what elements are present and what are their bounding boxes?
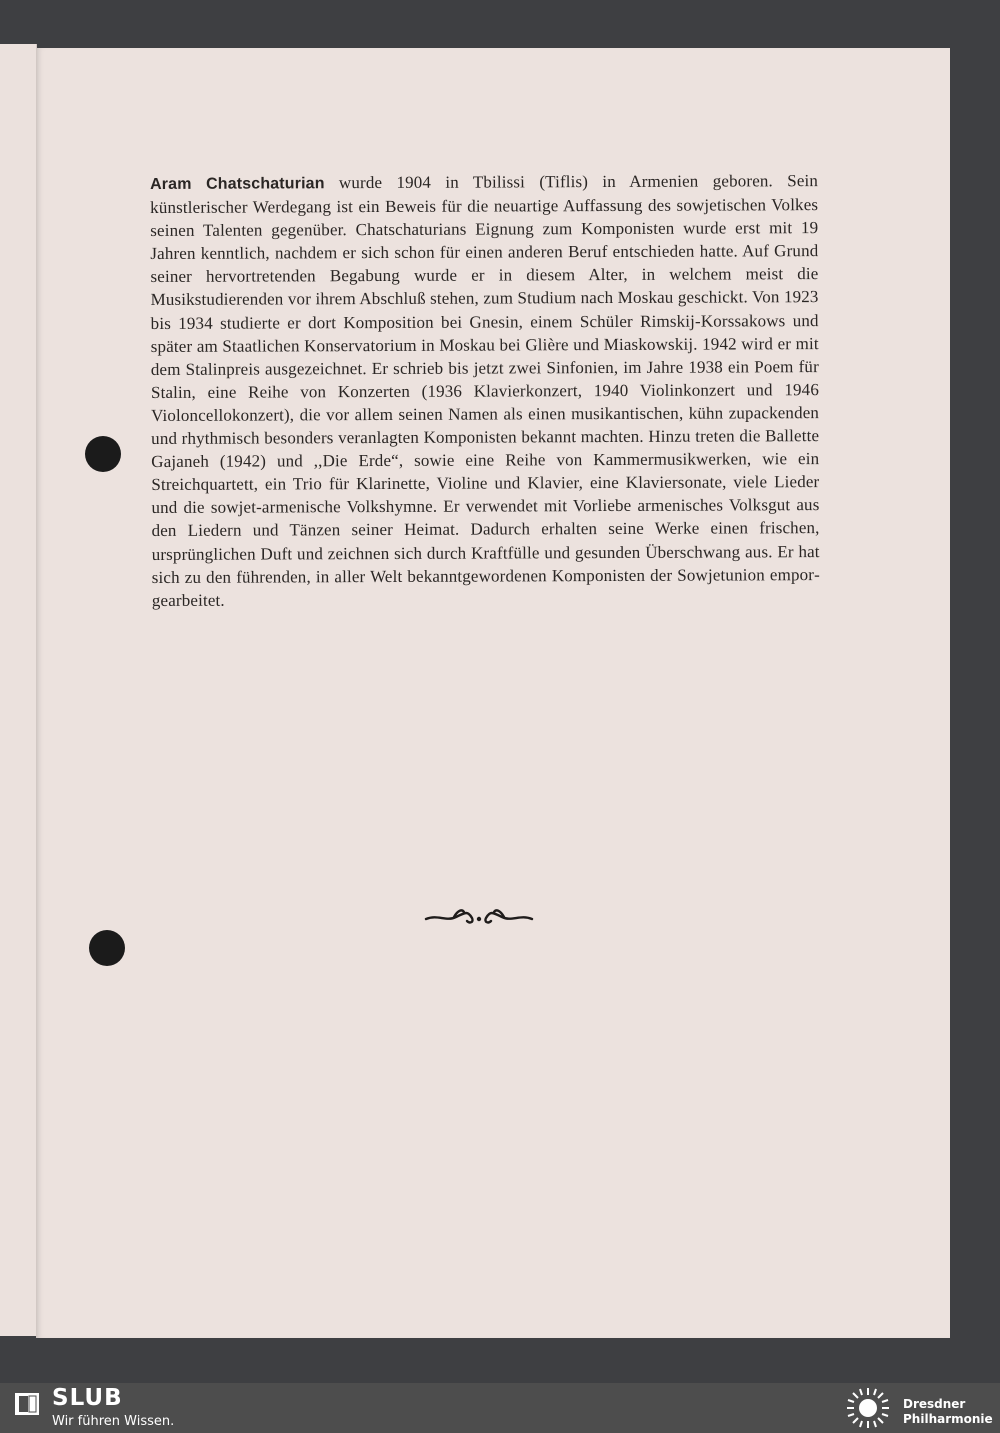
ornament-divider-icon (424, 906, 534, 930)
slub-book-icon[interactable] (12, 1389, 42, 1419)
philharmonie-sunburst-icon[interactable] (842, 1385, 894, 1431)
philharmonie-name-line1: Dresdner (903, 1397, 966, 1411)
biography-paragraph (150, 169, 820, 612)
punch-hole (85, 436, 121, 472)
footer-bar (0, 1383, 1000, 1433)
punch-hole (89, 930, 125, 966)
composer-name: Aram Chatschaturian (150, 175, 325, 193)
slub-tagline: Wir führen Wissen. (52, 1414, 175, 1429)
philharmonie-name-line2: Philharmonie (903, 1412, 993, 1426)
left-page-edge (0, 44, 37, 1336)
slub-name[interactable]: SLUB (52, 1385, 123, 1411)
biography-text: wurde 1904 in Tbilissi (Tiflis) in Armenien geboren. Sein künstlerischer Werdegang ist ein Beweis für die neuartige Auffassung des sowjetischen Volkes seinen Talenten gegenüber. Chatschaturians Eignung zum Komponisten wurde erst mit 19 Jahren kenntlich, nachdem er sich schon für einen anderen Beruf entschieden hatte. Auf Grund seiner hervortretenden Begabung wurde er in diesem Alter, in welchem meist die Musikstudierenden vor ihrem Abschluß stehen, zum Studium nach Moskau geschickt. Von 1923 bis 1934 studierte er dort Komposition bei Gnesin, einem Schüler Rimskij-Korssakows und später am Staatlichen Konservatorium in Moskau bei Glière und Miaskowskij. 1942 wird er mit dem Stalinpreis ausgezeichnet. Er schrieb bis jetzt zwei Sinfonien, im Jahre 1938 ein Poem für Stalin, eine Reihe von Konzerten (1936 Klavierkonzert, 1940 Violinkonzert und 1946 Violoncellokonzert), die vor allem seinen Namen als einen musikantischen, kühn zupackenden und rhythmisch besonders veranlagten Komponisten bekannt machten. Hinzu treten die Ballette Gajaneh (1942) und ,,Die Erde“, sowie eine Reihe von Kammermusikwerken, wie ein Streichquartett, ein Trio für Klarinette, Violine und Klavier, eine Klaviersonate, viele Lieder und die sowjet-armenische Volkshymne. Er verwendet mit Vorliebe armenisches Volksgut aus den Liedern und Tänzen seiner Heimat. Dadurch erhalten seine Werke einen frischen, ursprünglichen Duft und zeichnen sich durch Kraftfülle und gesunden Überschwang aus. Er hat sich zu den führenden, in aller Welt bekanntgewordenen Komponisten der Sowjetunion emporgearbeitet. (150, 171, 820, 610)
